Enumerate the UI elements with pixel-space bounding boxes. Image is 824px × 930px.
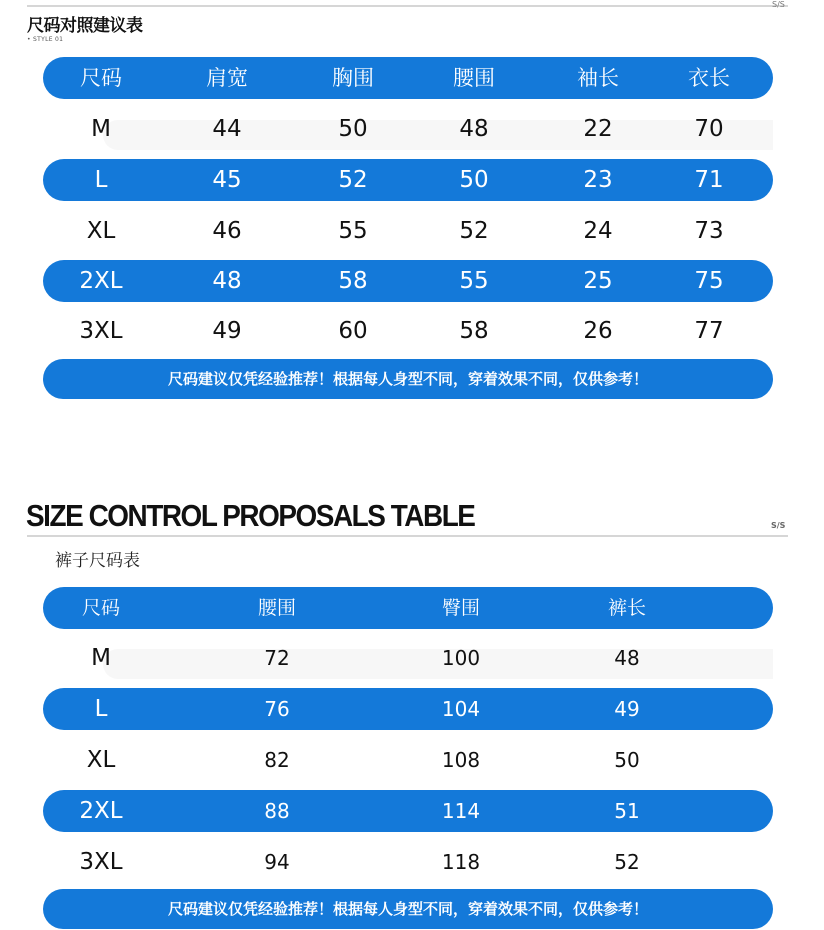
column-header: 腰围	[453, 66, 495, 90]
table-cell: 104	[441, 697, 481, 721]
column-header: 袖长	[577, 66, 619, 90]
table-cell: 108	[441, 748, 481, 772]
table-cell: 70	[694, 116, 724, 142]
column-header: 腰围	[257, 597, 297, 619]
size-disclaimer-note: 尺码建议仅凭经验推荐！根据每人身型不同，穿着效果不同，仅供参考！	[43, 359, 773, 399]
table-cell: L	[94, 167, 108, 193]
table-cell: 26	[583, 318, 613, 344]
table-cell: XL	[86, 218, 116, 244]
table-cell: 48	[459, 116, 489, 142]
table-cell: 73	[694, 218, 724, 244]
style-tag: • STYLE 01	[27, 36, 64, 43]
table-cell: 2XL	[79, 798, 123, 824]
table-cell: 94	[264, 850, 290, 874]
table-cell: 60	[338, 318, 368, 344]
column-header: 肩宽	[206, 66, 248, 90]
table-cell: 45	[212, 167, 242, 193]
column-header: 尺码	[81, 597, 121, 619]
table-row	[43, 310, 773, 352]
corner-mark-top: S/S	[772, 0, 785, 9]
table-row	[43, 108, 773, 150]
corner-mark: S/S	[771, 521, 786, 530]
table-cell: M	[91, 116, 111, 142]
column-header: 胸围	[332, 66, 374, 90]
column-header: 衣长	[688, 66, 730, 90]
table-cell: 55	[338, 218, 368, 244]
table-cell: 2XL	[79, 268, 123, 294]
table-cell: 52	[338, 167, 368, 193]
table-cell: 3XL	[79, 318, 123, 344]
table-row	[43, 637, 773, 679]
table-cell: 24	[583, 218, 613, 244]
table-header-row	[43, 587, 773, 629]
table-cell: 52	[459, 218, 489, 244]
table-cell: 58	[338, 268, 368, 294]
table-cell: 72	[264, 646, 290, 670]
bottom-size-table	[43, 587, 773, 883]
table-cell: 48	[614, 646, 640, 670]
table-cell: 55	[459, 268, 489, 294]
table-row	[43, 841, 773, 883]
table-cell: 22	[583, 116, 613, 142]
table-cell: L	[94, 696, 108, 722]
section-divider	[27, 535, 788, 537]
size-disclaimer-note: 尺码建议仅凭经验推荐！根据每人身型不同，穿着效果不同，仅供参考！	[43, 889, 773, 929]
table-cell: 50	[614, 748, 640, 772]
table-row	[43, 159, 773, 201]
table-cell: 51	[614, 799, 640, 823]
table-cell: 49	[212, 318, 242, 344]
table-cell: 49	[614, 697, 640, 721]
table-cell: 50	[338, 116, 368, 142]
column-header: 臀围	[441, 597, 481, 619]
page-title: 尺码对照建议表	[27, 16, 143, 36]
table-cell: 76	[264, 697, 290, 721]
table-cell: 118	[441, 850, 481, 874]
section-title: SIZE CONTROL PROPOSALS TABLE	[26, 498, 475, 533]
table-row	[43, 260, 773, 302]
column-header: 尺码	[80, 66, 122, 90]
table-header-row	[43, 57, 773, 99]
section-subtitle: 裤子尺码表	[55, 551, 140, 571]
table-cell: 23	[583, 167, 613, 193]
top-size-table	[43, 57, 773, 352]
table-cell: 25	[583, 268, 613, 294]
top-divider	[27, 5, 788, 7]
table-row	[43, 739, 773, 781]
table-cell: 88	[264, 799, 290, 823]
table-cell: 52	[614, 850, 640, 874]
table-cell: 58	[459, 318, 489, 344]
table-row	[43, 790, 773, 832]
table-cell: 46	[212, 218, 242, 244]
table-row	[43, 210, 773, 252]
table-cell: M	[91, 645, 111, 671]
table-row	[43, 688, 773, 730]
table-cell: 77	[694, 318, 724, 344]
table-cell: 75	[694, 268, 724, 294]
table-cell: 3XL	[79, 849, 123, 875]
table-cell: XL	[86, 747, 116, 773]
table-cell: 100	[441, 646, 481, 670]
table-cell: 71	[694, 167, 724, 193]
column-header: 裤长	[607, 597, 647, 619]
table-cell: 44	[212, 116, 242, 142]
table-cell: 82	[264, 748, 290, 772]
table-cell: 114	[441, 799, 481, 823]
table-cell: 50	[459, 167, 489, 193]
table-cell: 48	[212, 268, 242, 294]
